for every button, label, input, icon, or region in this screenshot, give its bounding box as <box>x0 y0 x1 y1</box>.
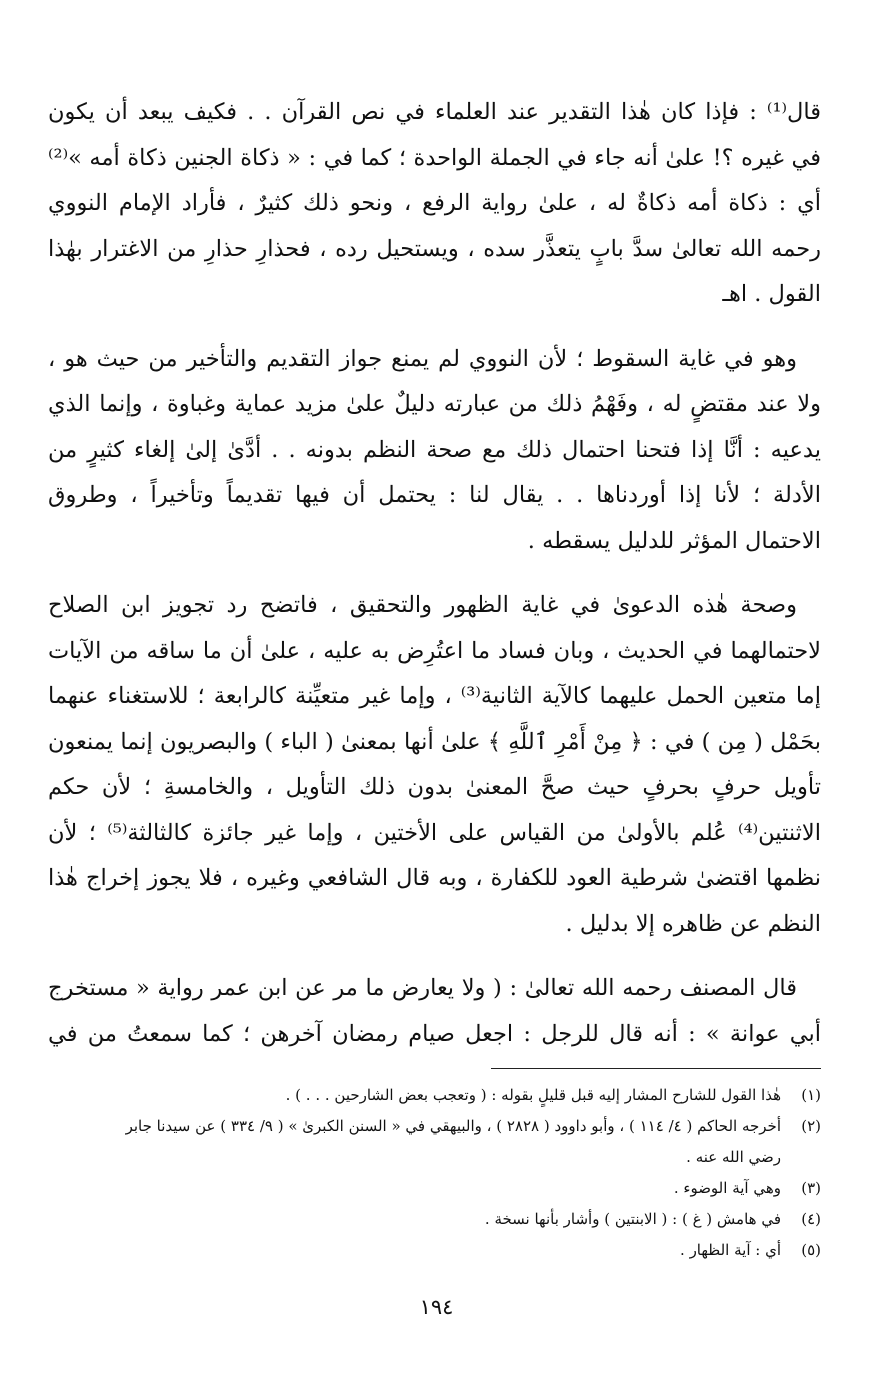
text-line: بحَمْل ( مِن ) في : ﴿ مِنْ أَمْرِ ٱللَّهِ ﴾ علىٰ أنها بمعنىٰ ( الباء ) والبصريون إنما يمنعون <box>48 728 821 755</box>
footnote-text: أخرجه الحاكم ( ٤/ ١١٤ ) ، وأبو داوود ( ٢٨٢٨ ) ، والبيهقي في « السنن الكبرىٰ » ( ٩/ ٣٣٤ ) عن سيدنا جابر <box>125 1117 781 1135</box>
text-line: رحمه الله تعالىٰ سدَّ بابٍ يتعذَّر سده ، ويستحيل رده ، فحذارِ حذارِ من الاغترار بهٰذا <box>48 235 821 262</box>
text-line: الاحتمال المؤثر للدليل يسقطه . <box>527 527 821 554</box>
text-line: لاحتمالهما في الحديث ، وبان فساد ما اعتُرِض به عليه ، علىٰ أن ما ساقه من الآيات <box>48 637 821 664</box>
page-number: ١٩٤ <box>419 1295 454 1319</box>
footnote-number: (٤) <box>801 1210 821 1228</box>
text-line: يدعيه : أنَّا إذا فتحنا احتمال ذلك مع صحة النظم بدونه . . أدَّىٰ إلىٰ إلغاء كثيرٍ من <box>48 436 821 463</box>
footnotes <box>48 1080 821 1266</box>
paragraph <box>48 966 821 1057</box>
text-line: الاثنتين⁽⁴⁾ عُلم بالأولىٰ من القياس على الأختين ، وإما غير جائزة كالثالثة⁽⁵⁾ ؛ لأن <box>48 819 821 846</box>
text-line: القول . اهـ <box>722 281 821 307</box>
text-line: نظمها اقتضىٰ شرطية العود للكفارة ، وبه قال الشافعي وغيره ، فلا يجوز إخراج هٰذا <box>48 865 821 891</box>
paragraph <box>48 90 821 318</box>
footnote <box>48 1080 821 1111</box>
footnote-divider <box>491 1068 821 1069</box>
paragraph <box>48 583 821 947</box>
footnote <box>48 1111 821 1142</box>
footnote-continuation: رضي الله عنه . <box>686 1148 781 1166</box>
text-line: الأدلة ؛ لأنا إذا أوردناها . . يقال لنا : يحتمل أن فيها تقديماً وتأخيراً ، وطروق <box>48 482 821 508</box>
footnote-number: (٥) <box>801 1241 821 1259</box>
text-line: في غيره ؟! علىٰ أنه جاء في الجملة الواحدة ؛ كما في : « ذكاة الجنين ذكاة أمه »⁽²⁾ <box>48 144 821 171</box>
text-line: قال⁽¹⁾ : فإذا كان هٰذا التقدير عند العلماء في نص القرآن . . فكيف يبعد أن يكون <box>48 99 821 125</box>
text-line: أي : ذكاة أمه ذكاةٌ له ، علىٰ رواية الرفع ، ونحو ذلك كثيرٌ ، فأراد الإمام النووي <box>48 190 821 216</box>
main-text <box>48 90 821 1057</box>
footnote-text: في هامش ( غ ) : ( الابنتين ) وأشار بأنها نسخة . <box>484 1210 781 1228</box>
footnote <box>48 1204 821 1235</box>
text-line: تأويل حرفٍ بحرفٍ حيث صحَّ المعنىٰ بدون ذلك التأويل ، والخامسةِ ؛ لأن حكم <box>48 774 821 800</box>
text-line: ولا عند مقتضٍ له ، وفَهْمُ ذلك من عبارته دليلٌ علىٰ مزيد عماية وغباوة ، وإنما الذي <box>48 391 821 417</box>
text-line: وهو في غاية السقوط ؛ لأن النووي لم يمنع جواز التقديم والتأخير من حيث هو ، <box>48 345 797 372</box>
footnote-text: هٰذا القول للشارح المشار إليه قبل قليلٍ بقوله : ( وتعجب بعض الشارحين . . . ) . <box>285 1086 781 1104</box>
paragraph <box>48 337 821 565</box>
footnote <box>48 1173 821 1204</box>
footnote-number: (١) <box>801 1086 821 1104</box>
footnote-number: (٢) <box>801 1117 821 1135</box>
text-line: وصحة هٰذه الدعوىٰ في غاية الظهور والتحقيق ، فاتضح رد تجويز ابن الصلاح <box>48 592 797 618</box>
text-line: إما متعين الحمل عليهما كالآية الثانية⁽³⁾ ، وإما غير متعيِّنة كالرابعة ؛ للاستغناء عنهما <box>48 683 821 709</box>
text-line: النظم عن ظاهره إلا بدليل . <box>565 910 821 937</box>
footnote-text: أي : آية الظهار . <box>680 1241 781 1259</box>
footnote <box>48 1235 821 1266</box>
footnote-text: وهي آية الوضوء . <box>673 1179 781 1197</box>
text-line: أبي عوانة » : أنه قال للرجل : اجعل صيام رمضان آخرهن ؛ كما سمعتُ من في <box>48 1020 821 1047</box>
footnote-number: (٣) <box>801 1179 821 1197</box>
text-line: قال المصنف رحمه الله تعالىٰ : ( ولا يعارض ما مر عن ابن عمر رواية « مستخرج <box>48 975 797 1001</box>
